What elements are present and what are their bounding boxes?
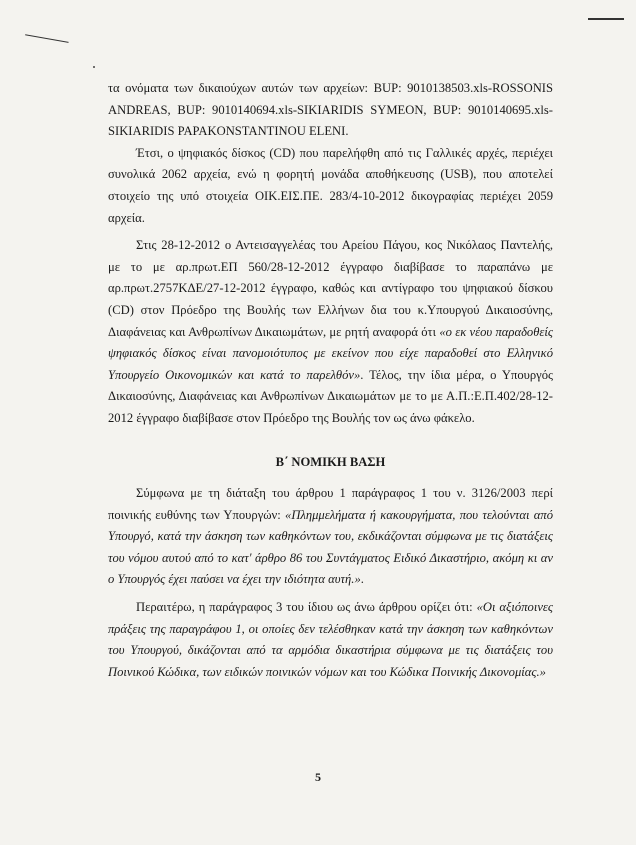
paragraph-file-names: τα ονόματα των δικαιούχων αυτών των αρχείων: BUP: 9010138503.xls-ROSSONIS ANDREAS, BUP: 9010140694.xls-SIKIARIDIS SYMEON, BUP: 9010140695.xls-SIKIARIDIS PAPAKONSTANTINOU ELENI. bbox=[108, 81, 553, 139]
scan-artifact-line bbox=[588, 18, 624, 20]
legal-basis-text-b: . bbox=[360, 572, 364, 587]
legal-further-text: Περαιτέρω, η παράγραφος 3 του ίδιου ως άνω άρθρου ορίζει ότι: bbox=[136, 600, 477, 615]
scan-artifact-dot bbox=[93, 66, 95, 68]
scan-artifact-mark bbox=[23, 34, 68, 52]
paragraph-legal-basis bbox=[108, 483, 553, 591]
page-number: 5 bbox=[315, 770, 321, 784]
paragraph-legal-further bbox=[108, 597, 553, 683]
section-heading: Β΄ ΝΟΜΙΚΗ ΒΑΣΗ bbox=[275, 454, 386, 469]
paragraph-cd-contents: Έτσι, ο ψηφιακός δίσκος (CD) που παρελήφθη από τις Γαλλικές αρχές, περιέχει συνολικά 2062 αρχεία, ενώ η φορητή μονάδα αποθήκευσης (USB), που αποτελεί στοιχείο της υπό στοιχεία ΟΙΚ.ΕΙΣ.ΠΕ. 283/4-10-2012 δικογραφίας περιέχει 2059 αρχεία. bbox=[108, 145, 553, 225]
paragraph-transmission-text-a: Στις 28-12-2012 ο Αντεισαγγελέας του Αρείου Πάγου, κος Νικόλαος Παντελής, με το με αρ.πρωτ.ΕΠ 560/28-12-2012 έγγραφο διαβίβασε το παραπάνω με αρ.πρωτ.2757ΚΔΕ/27-12-2012 έγγραφο, καθώς και αντίγραφο του ψηφιακού δίσκου (CD) στον Πρόεδρο της Βουλής των Ελλήνων δια του κ.Υπουργού Δικαιοσύνης, Διαφάνειας και Ανθρωπίνων Δικαιωμάτων, με ρητή αναφορά ότι bbox=[108, 238, 553, 339]
legal-further-quote: «Οι αξιόποινες πράξεις της παραγράφου 1, οι οποίες δεν τελέσθηκαν κατά την άσκηση των καθηκόντων του Υπουργού, δικάζονται από τα αρμόδια δικαστήρια σύμφωνα με τις διατάξεις του Ποινικού Κώδικα, των ειδικών ποινικών νόμων και του Κώδικα Ποινικής Δικονομίας.» bbox=[108, 600, 553, 679]
paragraph-transmission bbox=[108, 235, 553, 429]
document-body bbox=[108, 78, 553, 683]
paragraph-transmission-text-b: . Τέλος, την ίδια μέρα, ο Υπουργός Δικαιοσύνης, Διαφάνειας και Ανθρωπίνων Δικαιωμάτων με το με Α.Π.:Ε.Π.402/28-12-2012 έγγραφο διαβίβασε στον Πρόεδρο της Βουλής τον ως άνω φάκελο. bbox=[108, 367, 553, 425]
legal-basis-quote: «Πλημμελήματα ή κακουργήματα, που τελούνται από Υπουργό, κατά την άσκηση των καθηκόντων του, εκδικάζονται σύμφωνα με τις διατάξεις του νόμου αυτού από το κατ' άρθρο 86 του Συντάγματος Ειδικό Δικαστήριο, ακόμη κι αν ο Υπουργός έχει παύσει να έχει την ιδιότητα αυτή.» bbox=[108, 507, 554, 587]
paragraph-transmission-quote: «ο εκ νέου παραδοθείς ψηφιακός δίσκος είναι πανομοιότυπος με εκείνον που είχε παραδοθεί στο Ελληνικό Υπουργείο Οικονομικών και κατά το παρελθόν» bbox=[108, 324, 553, 382]
legal-basis-text-a: Σύμφωνα με τη διάταξη του άρθρου 1 παράγραφος 1 του ν. 3126/2003 περί ποινικής ευθύνης των Υπουργών: bbox=[108, 486, 553, 522]
